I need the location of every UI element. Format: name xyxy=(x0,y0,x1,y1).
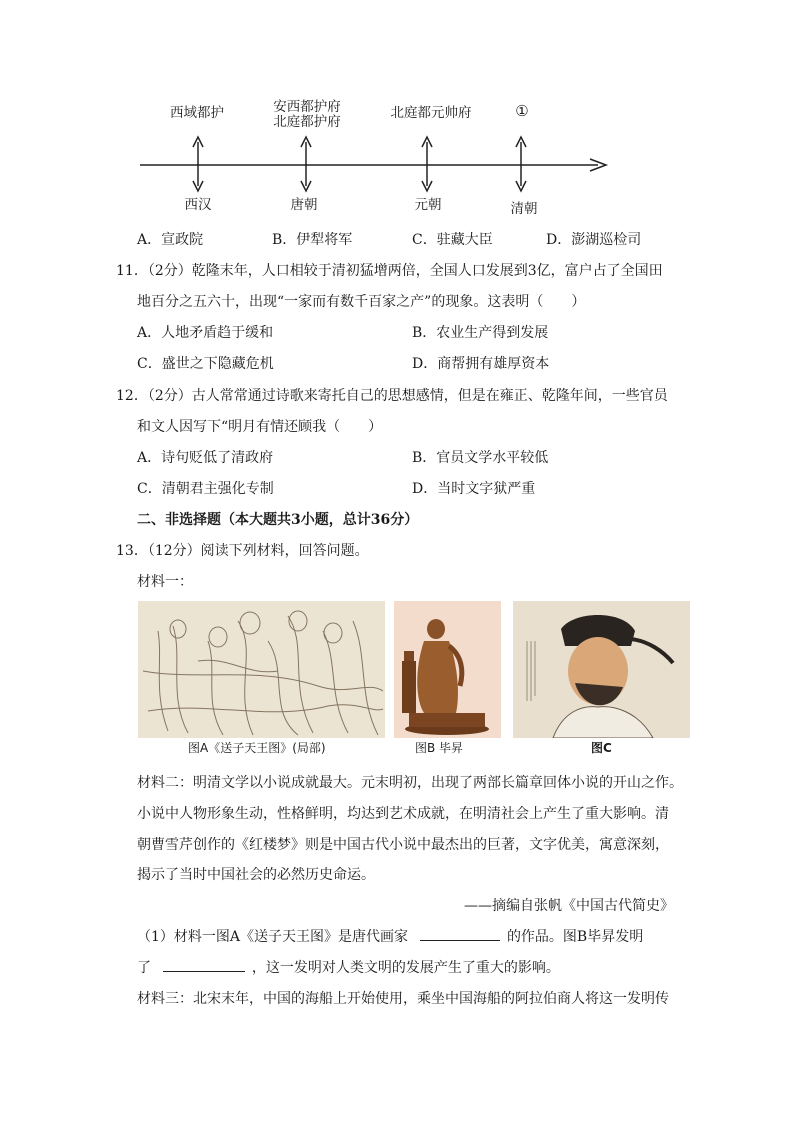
timeline-double-arrow xyxy=(193,137,203,191)
material2-source: ——摘编自张帆《中国古代简史》 xyxy=(464,898,674,914)
timeline-bottom-label: 元朝 xyxy=(414,197,442,213)
section-title: 二、非选择题（本大题共3小题，总计36分） xyxy=(137,512,419,528)
timeline-top-label: 北庭都护府 xyxy=(273,114,341,130)
material1-label: 材料一： xyxy=(137,574,193,590)
timeline-bottom-label: 西汉 xyxy=(184,197,212,213)
q13-sub1-line1 xyxy=(137,926,643,946)
q13-sub1-text: （1）材料一图A《送子天王图》是唐代画家 xyxy=(137,929,409,945)
q12-option-b[interactable]: B．官员文学水平较低 xyxy=(412,450,549,466)
material2-line: 小说中人物形象生动，性格鲜明，均达到艺术成就，在明清社会上产生了重大影响。清 xyxy=(137,806,669,822)
timeline-double-arrow xyxy=(516,137,526,191)
timeline-top-label: 西域都护 xyxy=(170,105,224,121)
q13-sub1-text: 了 xyxy=(137,960,151,976)
timeline-top-label: ① xyxy=(515,102,529,120)
bi-sheng-statue-image xyxy=(394,601,501,738)
answer-blank-painter[interactable] xyxy=(420,926,500,941)
q12-option-c[interactable]: C．清朝君主强化专制 xyxy=(137,481,274,497)
q10-option-c[interactable]: C．驻藏大臣 xyxy=(412,232,493,248)
painting-sketch-lines xyxy=(138,601,385,738)
q10-option-b[interactable]: B．伊犁将军 xyxy=(272,232,353,248)
q13-sub1-text: ，这一发明对人类文明的发展产生了重大的影响。 xyxy=(251,960,560,976)
q11-option-c[interactable]: C．盛世之下隐藏危机 xyxy=(137,356,274,372)
material2-line: 揭示了当时中国社会的必然历史命运。 xyxy=(137,867,375,883)
statue-shape xyxy=(394,601,501,738)
q11-stem-line2: 地百分之五六十，出现“一家而有数千百家之产”的现象。这表明（ ） xyxy=(137,294,586,310)
q11-option-d[interactable]: D．商帮拥有雄厚资本 xyxy=(412,356,550,372)
q13-sub1-text: 的作品。图B毕昇发明 xyxy=(506,929,644,945)
caption-figure-a: 图A《送子天王图》(局部) xyxy=(188,741,326,755)
portrait-shape xyxy=(513,601,690,738)
material2-line: 材料二：明清文学以小说成就最大。元末明初，出现了两部长篇章回体小说的开山之作。 xyxy=(137,775,683,791)
timeline-double-arrow xyxy=(301,137,311,191)
q13-stem: 13．（12分）阅读下列材料，回答问题。 xyxy=(116,543,369,559)
q13-sub1-line2 xyxy=(137,957,560,977)
timeline-bottom-label: 唐朝 xyxy=(290,197,318,213)
q11-option-b[interactable]: B．农业生产得到发展 xyxy=(412,325,549,341)
painting-songzi-tianwang-image xyxy=(138,601,385,738)
timeline-top-label: 安西都护府 xyxy=(273,99,341,115)
q12-option-d[interactable]: D．当时文字狱严重 xyxy=(412,481,536,497)
timeline-top-label: 北庭都元帅府 xyxy=(390,105,472,121)
caption-figure-b: 图B 毕昇 xyxy=(415,741,464,755)
q12-stem-line1: 12．（2分）古人常常通过诗歌来寄托自己的思想感情，但是在雍正、乾隆年间，一些官员 xyxy=(116,388,668,404)
answer-blank-invention[interactable] xyxy=(163,957,245,972)
q11-option-a[interactable]: A．人地矛盾趋于缓和 xyxy=(137,325,274,341)
q11-stem-line1: 11．（2分）乾隆末年，人口相较于清初猛增两倍，全国人口发展到3亿，富户占了全国田 xyxy=(116,263,663,279)
material3-line: 材料三：北宋末年，中国的海船上开始使用，乘坐中国海船的阿拉伯商人将这一发明传 xyxy=(137,991,669,1007)
q10-option-a[interactable]: A．宣政院 xyxy=(137,232,204,248)
timeline-bottom-label: 清朝 xyxy=(510,201,538,217)
timeline-double-arrow xyxy=(422,137,432,191)
portrait-figure-c-image xyxy=(513,601,690,738)
caption-figure-c: 图C xyxy=(591,741,612,755)
q12-stem-line2: 和文人因写下“明月有情还顾我（ ） xyxy=(137,419,383,435)
q10-option-d[interactable]: D．澎湖巡检司 xyxy=(546,232,642,248)
q12-option-a[interactable]: A．诗句贬低了清政府 xyxy=(137,450,274,466)
material2-line: 朝曹雪芹创作的《红楼梦》则是中国古代小说中最杰出的巨著，文字优美，寓意深刻， xyxy=(137,837,669,853)
